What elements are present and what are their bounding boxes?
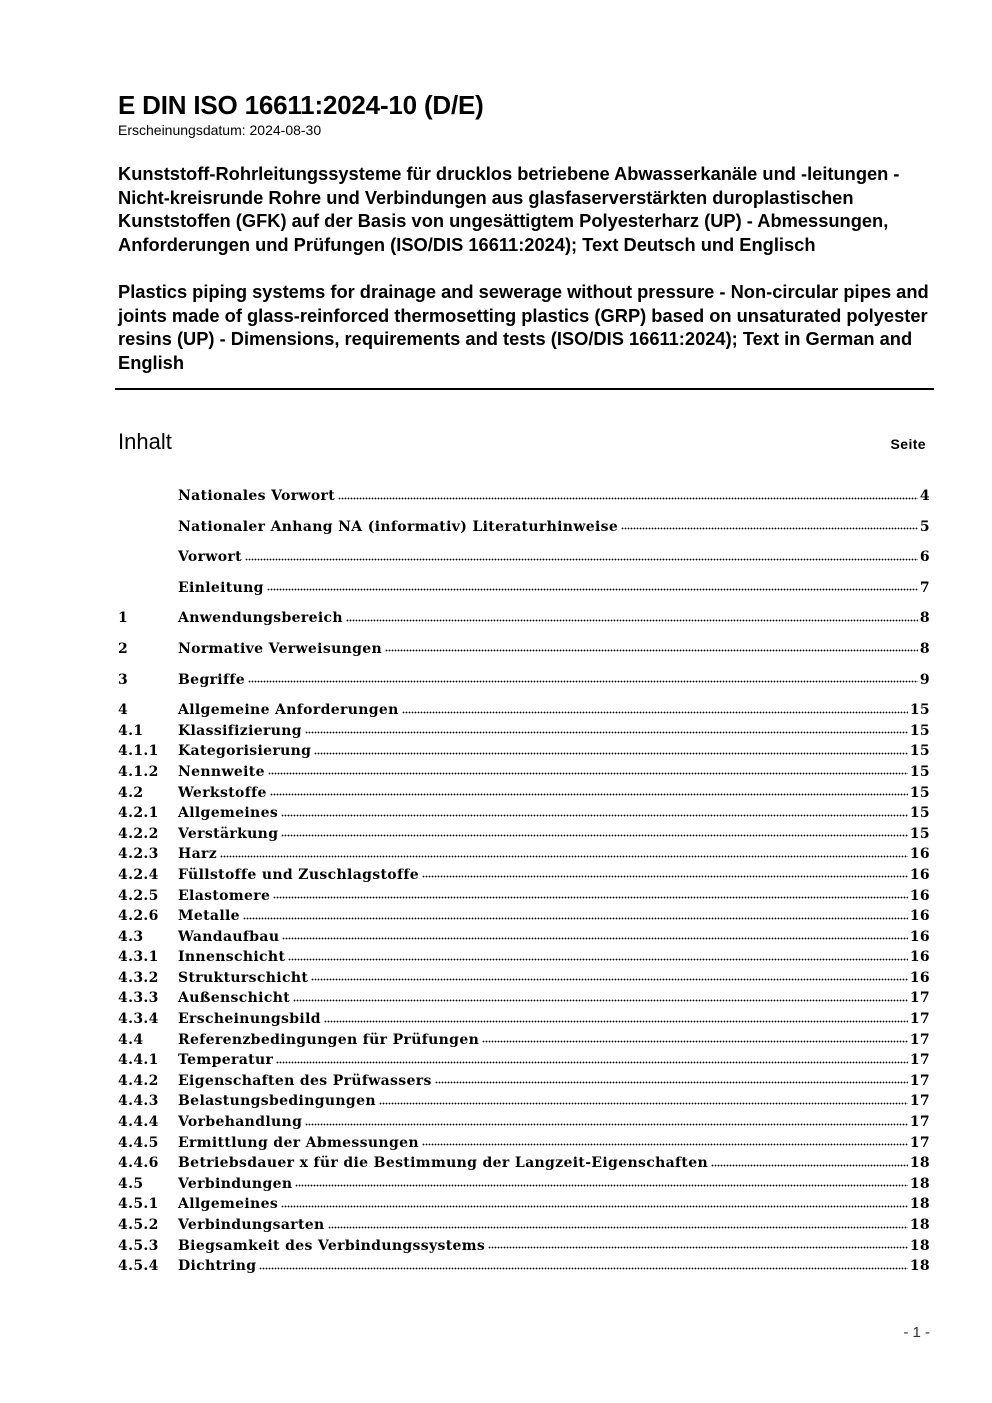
toc-entry-number: 2 xyxy=(118,640,129,657)
toc-entry[interactable] xyxy=(118,1009,930,1030)
toc-leader-dots xyxy=(293,998,908,1002)
toc-leader-dots xyxy=(385,649,918,653)
toc-leader-dots xyxy=(482,1040,908,1044)
toc-entry-title: Metalle xyxy=(178,908,240,925)
toc-entry-number: 4.5.3 xyxy=(118,1237,159,1254)
toc-entry-number: 4.3.3 xyxy=(118,990,159,1007)
toc-entry[interactable] xyxy=(118,1236,930,1257)
toc-entry-number: 4.5.1 xyxy=(118,1196,159,1213)
toc-entry-number: 4.1.2 xyxy=(118,763,159,780)
toc-leader-dots xyxy=(621,527,918,531)
toc-entry-title: Vorwort xyxy=(178,549,242,566)
toc-entry[interactable] xyxy=(118,906,930,927)
toc-entry[interactable] xyxy=(118,762,930,783)
toc-entry[interactable] xyxy=(118,721,930,742)
toc-leader-dots xyxy=(379,1101,908,1105)
toc-leader-dots xyxy=(248,680,918,684)
toc-entry-number: 4.4.3 xyxy=(118,1093,159,1110)
toc-entry-number: 4.2 xyxy=(118,784,144,801)
toc-leader-dots xyxy=(295,1184,907,1188)
toc-entry[interactable] xyxy=(118,1194,930,1215)
toc-entry-title: Verbindungen xyxy=(178,1175,293,1192)
toc-entry[interactable] xyxy=(118,947,930,968)
toc-heading xyxy=(118,428,926,458)
toc-entry-title: Verbindungsarten xyxy=(178,1217,325,1233)
toc-leader-dots xyxy=(488,1246,908,1250)
toc-entry-page: 16 xyxy=(909,908,930,925)
toc-entry-number: 4.4.4 xyxy=(118,1114,159,1131)
toc-leader-dots xyxy=(282,937,907,941)
toc-leader-dots xyxy=(305,731,908,735)
toc-entry[interactable] xyxy=(118,517,930,538)
toc-entry-title: Füllstoffe und Zuschlagstoffe xyxy=(178,866,419,883)
toc-entry[interactable] xyxy=(118,670,930,691)
title-german: Kunststoff-Rohrleitungssysteme für drucklos betriebene Abwasserkanäle und -leitungen - Nicht-kreisrunde Rohre und Verbindungen aus glasfaserverstärkten duroplastischen Kunststoffen (GFK) auf der Basis von ungesättigtem Polyesterharz (UP) - Abmessungen, Anforderungen und Prüfungen (ISO/DIS 16611:2024); Text Deutsch und Englisch xyxy=(118,163,900,255)
toc-entry-number: 4.2.2 xyxy=(118,825,159,842)
document-id: E DIN ISO 16611:2024-10 (D/E) xyxy=(118,90,484,120)
toc-entry-number: 4.2.4 xyxy=(118,866,159,883)
toc-entry-title: Allgemeines xyxy=(178,1196,279,1213)
toc-entry[interactable] xyxy=(118,578,930,599)
toc-entry-page: 17 xyxy=(909,1011,930,1028)
toc-entry-page: 17 xyxy=(909,1114,930,1131)
toc-entry-number: 4.4.6 xyxy=(118,1155,159,1172)
toc-entry-number: 4.3.2 xyxy=(118,969,159,986)
toc-entry[interactable] xyxy=(118,700,930,721)
header-divider xyxy=(115,388,934,390)
toc-entry-page: 15 xyxy=(909,743,930,760)
toc-entry-title: Nationales Vorwort xyxy=(178,488,336,504)
publication-date: Erscheinungsdatum: 2024-08-30 xyxy=(118,122,322,138)
toc-entry-page: 4 xyxy=(919,488,930,504)
toc-entry-title: Temperatur xyxy=(178,1052,274,1069)
toc-leader-dots xyxy=(245,557,918,561)
toc-entry-page: 16 xyxy=(909,949,930,966)
toc-leader-dots xyxy=(422,875,908,879)
toc-entry[interactable] xyxy=(118,1071,930,1092)
toc-entry-page: 18 xyxy=(909,1217,930,1233)
toc-entry[interactable] xyxy=(118,783,930,804)
toc-entry-number: 4.1.1 xyxy=(118,743,159,760)
toc-leader-dots xyxy=(324,1019,908,1023)
toc-entry-page: 15 xyxy=(909,763,930,780)
toc-entry-title: Allgemeine Anforderungen xyxy=(178,702,399,719)
toc-entry[interactable] xyxy=(118,486,930,507)
toc-leader-dots xyxy=(711,1163,908,1167)
toc-entry-number: 4 xyxy=(118,702,129,719)
toc-entry-number: 4.4.2 xyxy=(118,1072,159,1089)
page-number: - 1 - xyxy=(903,1324,930,1341)
toc-entry-title: Normative Verweisungen xyxy=(178,640,383,657)
toc-entry-number: 4.2.3 xyxy=(118,846,159,863)
toc-leader-dots xyxy=(243,916,908,920)
toc-entry-page: 17 xyxy=(909,1052,930,1069)
toc-entry-number: 4.4 xyxy=(118,1031,144,1048)
toc-entry-title: Elastomere xyxy=(178,887,271,904)
toc-entry-page: 18 xyxy=(909,1258,930,1275)
toc-entry-page: 17 xyxy=(909,1134,930,1151)
toc-entry-title: Begriffe xyxy=(178,671,245,688)
toc-entry[interactable] xyxy=(118,1215,930,1236)
toc-entry[interactable] xyxy=(118,803,930,824)
toc-entry-page: 9 xyxy=(919,671,930,688)
toc-entry[interactable] xyxy=(118,1050,930,1071)
toc-leader-dots xyxy=(402,710,908,714)
toc-entry-title: Innenschicht xyxy=(178,949,286,966)
toc-entry-number: 4.5.4 xyxy=(118,1258,159,1275)
toc-entry-number: 4.2.1 xyxy=(118,805,159,822)
toc-entry-title: Verstärkung xyxy=(178,825,279,842)
toc-entry[interactable] xyxy=(118,741,930,762)
toc-entry[interactable] xyxy=(118,844,930,865)
toc-entry-page: 15 xyxy=(909,702,930,719)
toc-leader-dots xyxy=(338,496,918,500)
toc-entry[interactable] xyxy=(118,1133,930,1154)
toc-entry-title: Anwendungsbereich xyxy=(178,610,343,627)
toc-entry-title: Allgemeines xyxy=(178,805,279,822)
toc-entry[interactable] xyxy=(118,865,930,886)
toc-leader-dots xyxy=(270,793,908,797)
toc-entry-number: 4.4.5 xyxy=(118,1134,159,1151)
toc-entry-page: 16 xyxy=(909,928,930,945)
toc-entry-title: Klassifizierung xyxy=(178,722,302,739)
toc-page-column-label: Seite xyxy=(890,436,926,452)
toc-entry-title: Betriebsdauer x für die Bestimmung der Langzeit-Eigenschaften xyxy=(178,1155,709,1172)
toc-entry-page: 5 xyxy=(919,518,930,535)
toc-entry-title: Eigenschaften des Prüfwassers xyxy=(178,1072,432,1089)
toc-entry-page: 18 xyxy=(909,1196,930,1213)
toc-entry-title: Vorbehandlung xyxy=(178,1114,303,1131)
toc-entry-page: 15 xyxy=(909,805,930,822)
toc-entry-title: Nationaler Anhang NA (informativ) Literaturhinweise xyxy=(178,518,619,535)
toc-entry[interactable] xyxy=(118,1153,930,1174)
toc-entry-title: Belastungsbedingungen xyxy=(178,1093,376,1110)
toc-leader-dots xyxy=(288,957,908,961)
toc-leader-dots xyxy=(267,588,918,592)
toc-entry-number: 4.2.6 xyxy=(118,908,159,925)
toc-entry-page: 8 xyxy=(919,640,930,657)
title-english: Plastics piping systems for drainage and sewerage without pressure - Non-circular pipes and joints made of glass-reinforced thermosetting plastics (GRP) based on unsaturated polyester resins (UP) - Dimensions, requirements and tests (ISO/DIS 16611:2024); Text in German and English xyxy=(118,281,929,373)
toc-entry[interactable] xyxy=(118,547,930,568)
toc-leader-dots xyxy=(281,1204,908,1208)
toc-entry-page: 16 xyxy=(909,969,930,986)
toc-entry-page: 17 xyxy=(909,990,930,1007)
toc-entry-title: Referenzbedingungen für Prüfungen xyxy=(178,1031,480,1048)
toc-entry-title: Kategorisierung xyxy=(178,743,312,760)
toc-entry-title: Harz xyxy=(178,846,218,863)
toc-entry[interactable] xyxy=(118,927,930,948)
toc-entry-number: 4.1 xyxy=(118,722,144,739)
toc-entry-number: 3 xyxy=(118,671,129,688)
toc-entry-number: 4.3 xyxy=(118,928,144,945)
toc-entry-page: 16 xyxy=(909,887,930,904)
toc-entry[interactable] xyxy=(118,988,930,1009)
toc-entry[interactable] xyxy=(118,1112,930,1133)
toc-entry-title: Nennweite xyxy=(178,763,265,780)
toc-entry-page: 16 xyxy=(909,846,930,863)
toc-entry-number: 4.5 xyxy=(118,1175,144,1192)
toc-entry-page: 18 xyxy=(909,1155,930,1172)
toc-leader-dots xyxy=(314,751,907,755)
toc-entry-title: Außenschicht xyxy=(178,990,291,1007)
toc-entry-page: 8 xyxy=(919,610,930,627)
toc-leader-dots xyxy=(259,1266,907,1270)
toc-entry[interactable] xyxy=(118,886,930,907)
toc-leader-dots xyxy=(281,834,907,838)
toc-entry-page: 15 xyxy=(909,722,930,739)
toc-entry-number: 4.3.1 xyxy=(118,949,159,966)
toc-entry-title: Wandaufbau xyxy=(178,928,280,945)
toc-title: Inhalt xyxy=(118,429,172,454)
toc-entry-page: 17 xyxy=(909,1031,930,1048)
table-of-contents xyxy=(118,486,930,1277)
toc-entry[interactable] xyxy=(118,639,930,660)
toc-leader-dots xyxy=(220,854,908,858)
toc-entry-page: 18 xyxy=(909,1175,930,1192)
document-header xyxy=(118,90,934,374)
toc-entry[interactable] xyxy=(118,968,930,989)
toc-leader-dots xyxy=(273,896,908,900)
toc-entry-number: 4.4.1 xyxy=(118,1052,159,1069)
toc-entry[interactable] xyxy=(118,1256,930,1277)
toc-entry[interactable] xyxy=(118,1030,930,1051)
toc-entry-title: Erscheinungsbild xyxy=(178,1011,321,1028)
toc-leader-dots xyxy=(281,813,908,817)
toc-leader-dots xyxy=(346,618,918,622)
toc-leader-dots xyxy=(435,1081,908,1085)
toc-entry[interactable] xyxy=(118,1174,930,1195)
toc-entry-number: 4.5.2 xyxy=(118,1217,159,1233)
toc-leader-dots xyxy=(276,1060,908,1064)
toc-leader-dots xyxy=(328,1225,908,1229)
toc-entry-number: 4.2.5 xyxy=(118,887,159,904)
toc-entry-page: 16 xyxy=(909,866,930,883)
toc-entry-page: 7 xyxy=(919,579,930,596)
toc-entry-page: 17 xyxy=(909,1093,930,1110)
toc-leader-dots xyxy=(311,978,908,982)
toc-entry-title: Werkstoffe xyxy=(178,784,267,801)
toc-entry-number: 4.3.4 xyxy=(118,1011,159,1028)
toc-leader-dots xyxy=(305,1122,908,1126)
toc-entry[interactable] xyxy=(118,1091,930,1112)
toc-entry-page: 18 xyxy=(909,1237,930,1254)
toc-leader-dots xyxy=(268,772,908,776)
toc-entry-page: 17 xyxy=(909,1072,930,1089)
toc-entry-title: Ermittlung der Abmessungen xyxy=(178,1134,419,1151)
toc-entry-page: 15 xyxy=(909,825,930,842)
toc-entry[interactable] xyxy=(118,824,930,845)
toc-leader-dots xyxy=(422,1143,908,1147)
toc-entry-title: Einleitung xyxy=(178,579,264,596)
toc-entry-title: Dichtring xyxy=(178,1258,257,1275)
toc-entry-number: 1 xyxy=(118,610,129,627)
toc-entry[interactable] xyxy=(118,608,930,629)
toc-entry-title: Biegsamkeit des Verbindungssystems xyxy=(178,1237,486,1254)
toc-entry-title: Strukturschicht xyxy=(178,969,309,986)
toc-entry-page: 6 xyxy=(919,549,930,566)
toc-entry-page: 15 xyxy=(909,784,930,801)
